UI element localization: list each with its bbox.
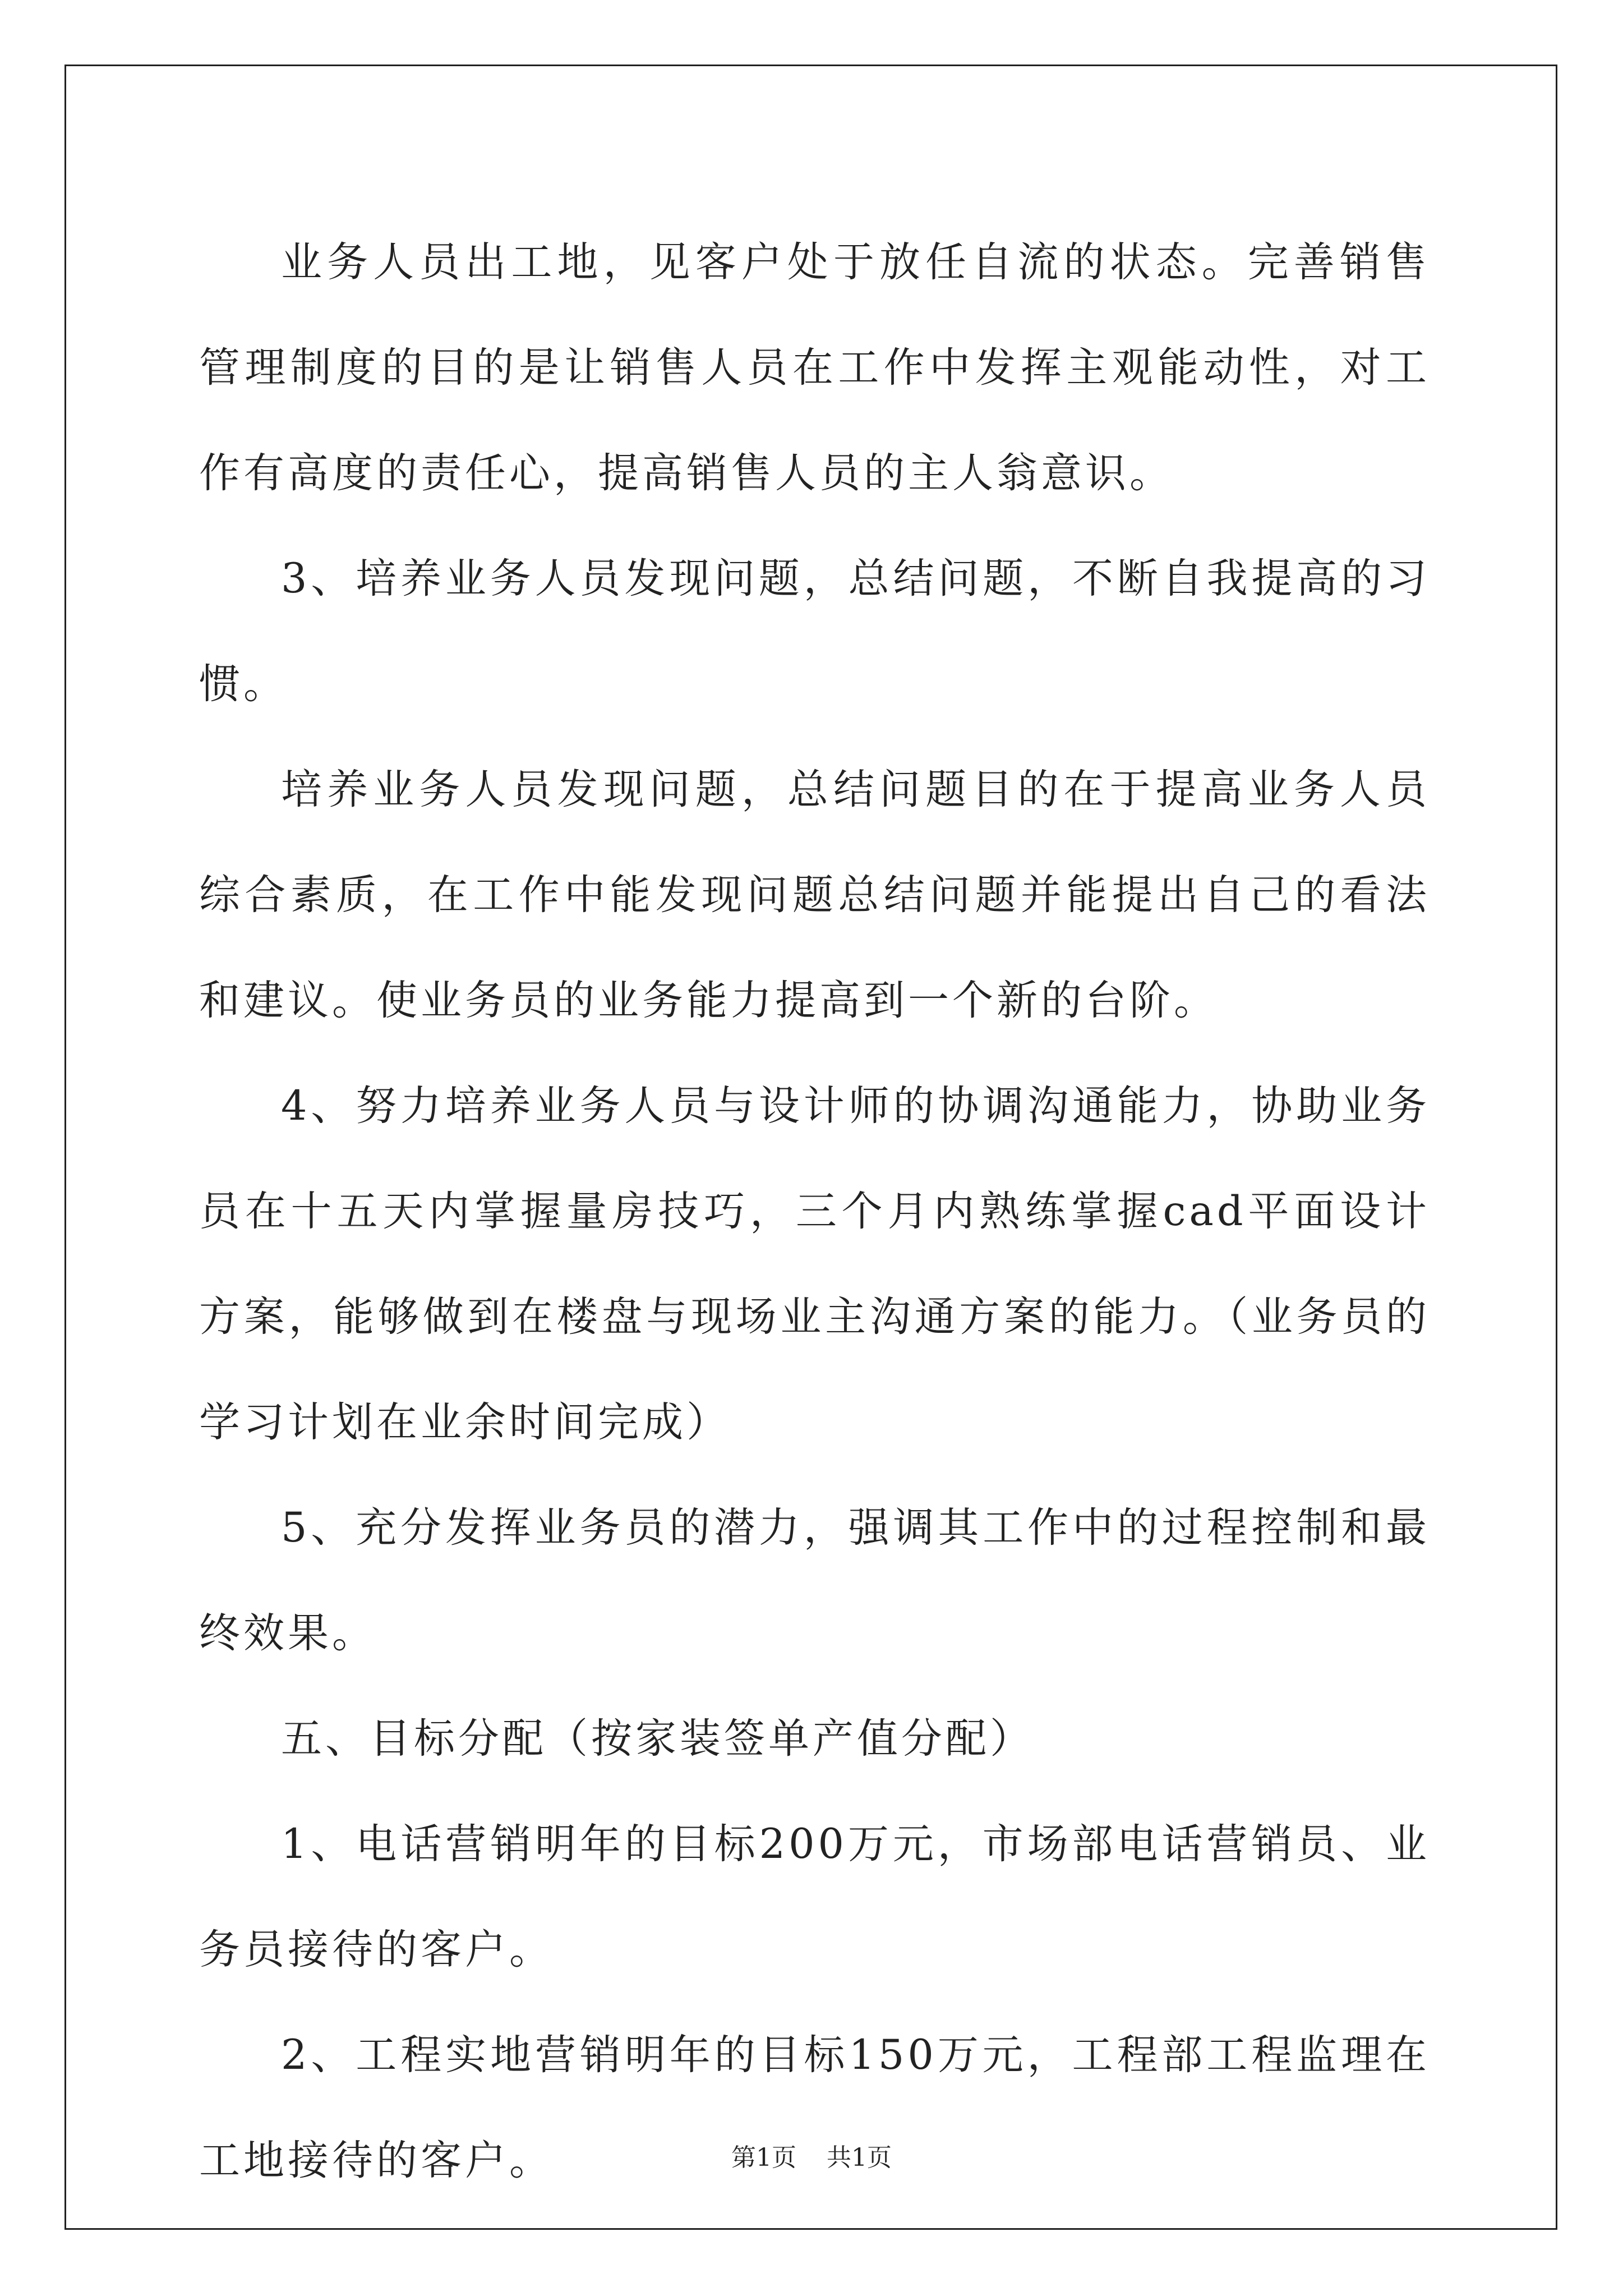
paragraph: 培养业务人员发现问题，总结问题目的在于提高业务人员综合素质，在工作中能发现问题总结问题并能提出自己的看法和建议。使业务员的业务能力提高到一个新的台阶。 <box>199 766 1430 1024</box>
paragraph: 4、努力培养业务人员与设计师的协调沟通能力，协助业务员在十五天内掌握量房技巧，三个月内熟练掌握cad平面设计方案，能够做到在楼盘与现场业主沟通方案的能力。（业务员的学习计划在业余时间完成） <box>199 1082 1430 1446</box>
section-heading: 五、目标分配（按家装签单产值分配） <box>281 1715 1034 1763</box>
paragraph: 5、充分发挥业务员的潜力，强调其工作中的过程控制和最终效果。 <box>199 1504 1430 1657</box>
paragraph: 1、电话营销明年的目标200万元，市场部电话营销员、业务员接待的客户。 <box>199 1820 1430 1973</box>
paragraph: 2、工程实地营销明年的目标150万元，工程部工程监理在工地接待的客户。 <box>199 2031 1430 2184</box>
page-footer <box>0 2137 1623 2173</box>
paragraph: 3、培养业务人员发现问题，总结问题，不断自我提高的习惯。 <box>199 555 1430 708</box>
page-total: 共1页 <box>827 2143 892 2172</box>
page-number: 第1页 <box>731 2143 796 2172</box>
document-body <box>199 210 1430 2214</box>
paragraph: 业务人员出工地，见客户处于放任自流的状态。完善销售管理制度的目的是让销售人员在工作中发挥主观能动性，对工作有高度的责任心，提高销售人员的主人翁意识。 <box>199 238 1430 497</box>
